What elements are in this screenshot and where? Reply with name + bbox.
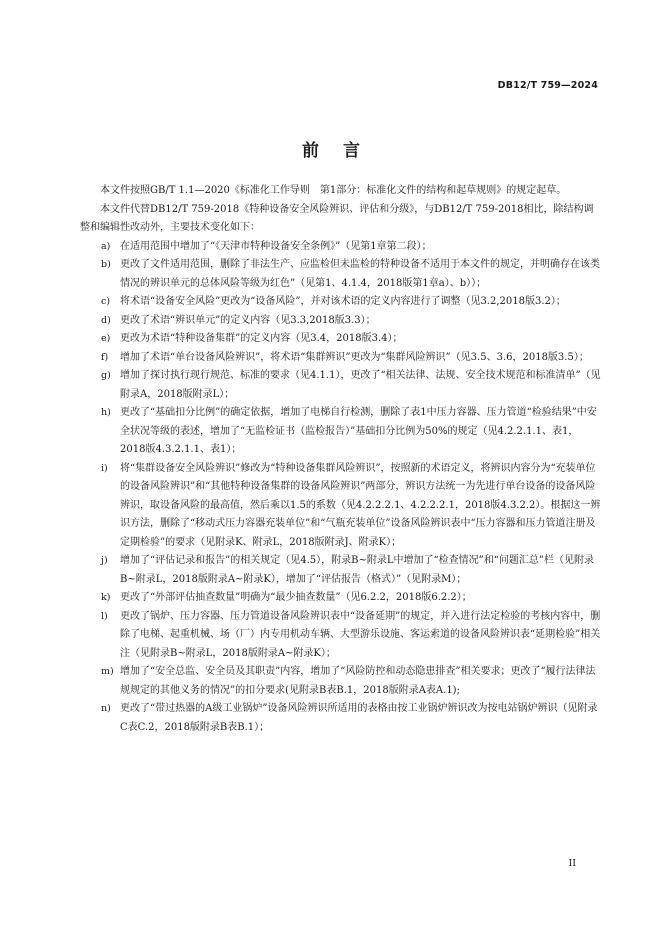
list-item xyxy=(80,608,602,664)
list-marker: i) xyxy=(101,462,108,474)
list-item xyxy=(80,293,602,312)
list-item-text: 将术语“设备安全风险”更改为“设备风险”，并对该术语的定义内容进行了调整（见3.2,2018版3.2）； xyxy=(120,296,566,307)
list-item-text: 更改了锅炉、压力容器、压力管道设备风险辨识表中“设备延期”的规定，并入进行法定检验的考核内容中，删除了电梯、起重机械、场（厂）内专用机动车辆、大型游乐设施、客运索道的设备风险辨识表“延期检验”相关注（见附录B~附录L，2018版附录A~附录K）； xyxy=(120,610,601,659)
list-marker: j) xyxy=(101,555,108,566)
list-item-text: 更改了“基础扣分比例”的确定依据，增加了电梯自行检测，删除了表1中压力容器、压力管道“检验结果”中安全状况等级的表述，增加了“无监检证书（监检报告）”基础扣分比例为50%的规定（见4.2.2.1.1、表1，2018版4.3.2.1.1、表1）； xyxy=(120,407,597,455)
list-item xyxy=(80,238,602,257)
list-marker: m) xyxy=(101,666,114,677)
intro-paragraph: 本文件按照GB/T 1.1—2020《标准化工作导则 第1部分：标准化文件的结构和起草规则》的规定起草。 xyxy=(100,185,567,196)
list-item xyxy=(80,312,602,331)
list-marker: g) xyxy=(101,370,111,381)
change-summary-paragraph: 本文件代替DB12/T 759-2018《特种设备安全风险辨识、评估和分级》，与DB12/T 759-2018相比，除结构调整和编辑性改动外，主要技术变化如下： xyxy=(80,203,594,233)
list-marker: n) xyxy=(101,703,111,714)
list-marker: e) xyxy=(101,333,111,344)
change-list xyxy=(80,238,602,738)
list-item-text: 增加了“安全总监、安全员及其职责”内容，增加了“风险防控和动态隐患排查”相关要求；更改了“履行法律法规规定的其他义务的情况”的扣分要求(见附录B表B.1，2018版附录A表A.1); xyxy=(120,666,596,696)
list-item xyxy=(80,256,602,293)
list-item-text: 更改了文件适用范围，删除了非法生产、应监检但未监检的特种设备不适用于本文件的规定，并明确存在该类情况的辨识单元的总体风险等级为红色”（见第1、4.1.4，2018版第1章a）、b））； xyxy=(120,259,600,289)
list-marker: h) xyxy=(101,407,111,418)
list-marker: f) xyxy=(101,351,109,363)
document-code: DB12/T 759—2024 xyxy=(497,80,598,91)
list-item-text: 更改为术语“特种设备集群”的定义内容（见3.4，2018版3.4）； xyxy=(120,333,403,344)
list-item xyxy=(80,404,602,460)
list-marker: a) xyxy=(101,240,111,252)
list-item xyxy=(80,330,602,349)
list-item xyxy=(80,552,602,589)
page-number: II xyxy=(568,858,576,869)
list-item-text: 增加了“评估记录和报告”的相关规定（见4.5），附录B~附录L中增加了“检查情况”和“问题汇总”栏（见附录B~附录L，2018版附录A~附录K），增加了“评估报告（格式）”（见附录M）； xyxy=(120,555,594,585)
list-item xyxy=(80,460,602,553)
list-item-text: 更改了术语“辨识单元”的定义内容（见3.3,2018版3.3）； xyxy=(120,314,376,326)
list-marker: c) xyxy=(101,296,111,307)
list-item xyxy=(80,700,602,737)
list-item-text: 更改了“带过热器的A级工业锅炉”设备风险辨识所适用的表格由按工业锅炉辨识改为按电站锅炉辨识（见附录C表C.2，2018版附录B表B.1）； xyxy=(120,703,598,733)
list-item-text: 在适用范围中增加了“《天津市特种设备安全条例》”（见第1章第二段）； xyxy=(120,240,432,252)
document-body xyxy=(80,182,602,737)
list-marker: d) xyxy=(101,314,111,326)
list-item xyxy=(80,349,602,368)
list-item-text: 更改了“外部评估抽查数量”明确为“最少抽查数量”（见6.2.2，2018版6.2.2）； xyxy=(120,592,472,603)
list-marker: b) xyxy=(101,259,111,270)
list-item xyxy=(80,589,602,608)
list-item-text: 增加了探讨执行现行规范、标准的要求（见4.1.1），更改了“相关法律、法规、安全技术规范和标准清单”（见附录A，2018版附录L）； xyxy=(120,370,601,400)
list-item-text: 将“集群设备安全风险辨识”修改为“特种设备集群风险辨识”，按照新的术语定义，将辨识内容分为“充装单位的设备风险辨识”和“其他特种设备集群的设备风险辨识”两部分，辨识方法统一为先进行单台设备的设备风险辨识，取设备风险的最高值，然后乘以1.5的系数（见4.2.2.2.1、4.2.2.2.1，2018版4.3.2.2）。根据这一辨识方法，删除了“移动式压力容器充装单位”和“气瓶充装单位”设备风险辨识表中“压力容器和压力管道注册及定期检验”的要求（见附录K、附录L，2018版附录J、附录K）； xyxy=(120,462,601,548)
list-item-text: 增加了术语“单台设备风险辨识”，将术语“集群辨识”更改为“集群风险辨识”（见3.5、3.6，2018版3.5）； xyxy=(120,351,589,363)
list-marker: k) xyxy=(101,592,111,603)
list-marker: l) xyxy=(101,610,108,622)
list-item xyxy=(80,663,602,700)
page-title: 前言 xyxy=(302,141,384,161)
list-item xyxy=(80,367,602,404)
